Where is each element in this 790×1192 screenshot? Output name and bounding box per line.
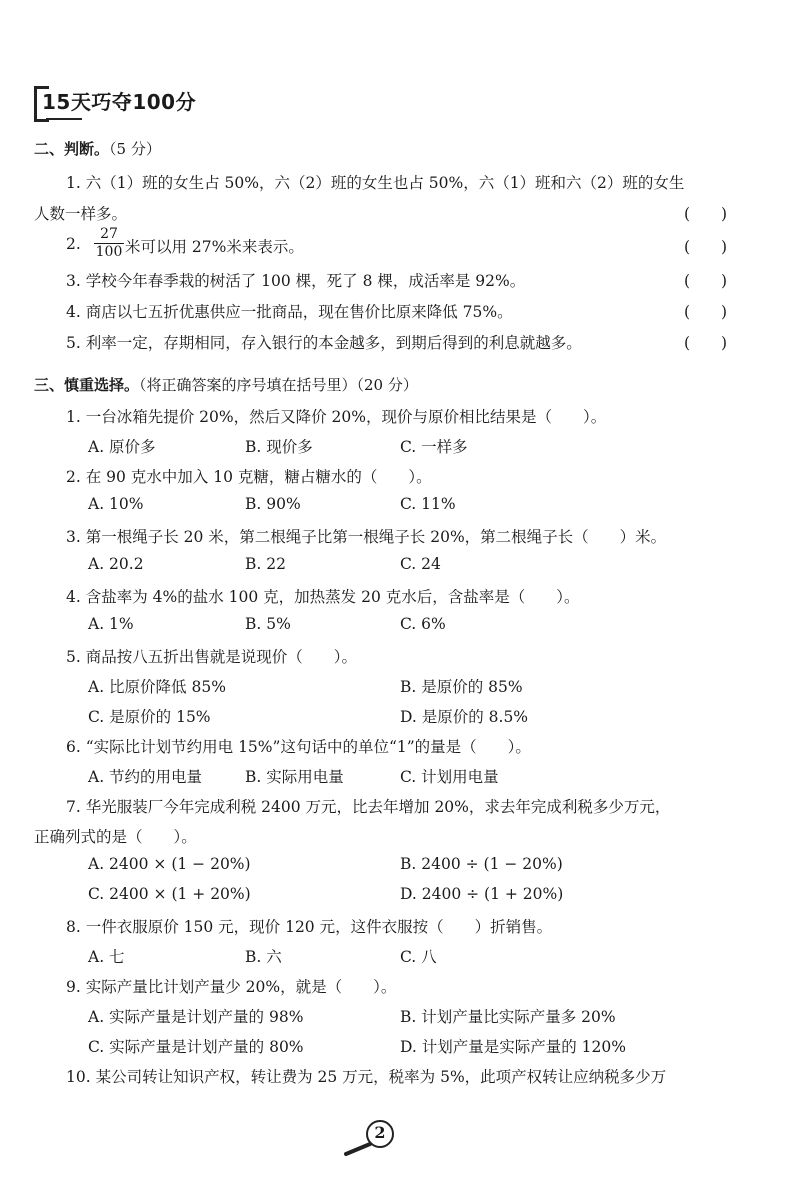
- judgment-answer-box-5[interactable]: ( ): [684, 334, 728, 352]
- q7-option-c[interactable]: C. 2400 × (1 + 20%): [88, 885, 251, 903]
- judgment-heading: [34, 138, 161, 159]
- q4-option-a[interactable]: A. 1%: [88, 615, 134, 633]
- q4-option-c[interactable]: C. 6%: [400, 615, 446, 633]
- q3-option-b[interactable]: B. 22: [245, 555, 286, 573]
- q6-option-a[interactable]: A. 节约的用电量: [88, 768, 203, 786]
- q9-option-d[interactable]: D. 计划产量是实际产量的 120%: [400, 1038, 626, 1056]
- q8-option-a[interactable]: A. 七: [88, 948, 125, 966]
- fraction-denominator: 100: [95, 244, 123, 260]
- fraction-27-100: [94, 226, 124, 261]
- judgment-answer-box-4[interactable]: ( ): [684, 303, 728, 321]
- choice-question-7-line1: 7. 华光服装厂今年完成利税 2400 万元，比去年增加 20%，求去年完成利税多少万元，: [66, 798, 671, 816]
- choice-question-6: 6. “实际比计划节约用电 15%”这句话中的单位“1”的量是（ ）。: [66, 738, 531, 756]
- choice-question-4: 4. 含盐率为 4%的盐水 100 克，加热蒸发 20 克水后，含盐率是（ ）。: [66, 588, 580, 606]
- q3-option-c[interactable]: C. 24: [400, 555, 441, 573]
- logo-underline: [46, 118, 82, 120]
- book-logo: [34, 82, 214, 122]
- judgment-item-5: 5. 利率一定，存期相同，存入银行的本金越多，到期后得到的利息就越多。: [66, 334, 582, 352]
- q2-option-c[interactable]: C. 11%: [400, 495, 456, 513]
- q6-option-b[interactable]: B. 实际用电量: [245, 768, 344, 786]
- judgment-item-2-text: 米可以用 27%米来表示。: [125, 238, 304, 256]
- q5-option-b[interactable]: B. 是原价的 85%: [400, 678, 523, 696]
- judgment-answer-box-3[interactable]: ( ): [684, 272, 728, 290]
- judgment-item-3: 3. 学校今年春季栽的树活了 100 棵，死了 8 棵，成活率是 92%。: [66, 272, 526, 290]
- q9-option-a[interactable]: A. 实际产量是计划产量的 98%: [88, 1008, 304, 1026]
- q9-option-b[interactable]: B. 计划产量比实际产量多 20%: [400, 1008, 616, 1026]
- judgment-item-2-number: 2.: [66, 235, 81, 253]
- choice-question-2: 2. 在 90 克水中加入 10 克糖，糖占糖水的（ ）。: [66, 468, 432, 486]
- q5-option-d[interactable]: D. 是原价的 8.5%: [400, 708, 529, 726]
- q1-option-b[interactable]: B. 现价多: [245, 438, 313, 456]
- q8-option-c[interactable]: C. 八: [400, 948, 437, 966]
- q2-option-b[interactable]: B. 90%: [245, 495, 301, 513]
- choice-note: （将正确答案的序号填在括号里）（20 分）: [139, 376, 418, 394]
- q8-option-b[interactable]: B. 六: [245, 948, 282, 966]
- q4-option-b[interactable]: B. 5%: [245, 615, 291, 633]
- q7-option-d[interactable]: D. 2400 ÷ (1 + 20%): [400, 885, 564, 903]
- fraction-numerator: 27: [94, 226, 124, 244]
- choice-heading: [34, 374, 418, 395]
- judgment-answer-box-1[interactable]: ( ): [684, 205, 728, 223]
- q5-option-c[interactable]: C. 是原价的 15%: [88, 708, 211, 726]
- logo-text: 15天巧夺100分: [42, 90, 197, 114]
- page-footer: [340, 1118, 400, 1158]
- judgment-score: （5 分）: [109, 140, 161, 158]
- q7-option-a[interactable]: A. 2400 × (1 − 20%): [88, 855, 251, 873]
- q1-option-c[interactable]: C. 一样多: [400, 438, 468, 456]
- q7-option-b[interactable]: B. 2400 ÷ (1 − 20%): [400, 855, 563, 873]
- choice-question-1: 1. 一台冰箱先提价 20%，然后又降价 20%，现价与原价相比结果是（ ）。: [66, 408, 607, 426]
- q5-option-a[interactable]: A. 比原价降低 85%: [88, 678, 226, 696]
- judgment-answer-box-2[interactable]: ( ): [684, 238, 728, 256]
- judgment-item-4: 4. 商店以七五折优惠供应一批商品，现在售价比原来降低 75%。: [66, 303, 513, 321]
- choice-question-10: 10. 某公司转让知识产权，转让费为 25 万元，税率为 5%，此项产权转让应纳税多少万: [66, 1068, 667, 1086]
- q2-option-a[interactable]: A. 10%: [88, 495, 144, 513]
- choice-question-9: 9. 实际产量比计划产量少 20%，就是（ ）。: [66, 978, 397, 996]
- choice-question-3: 3. 第一根绳子长 20 米，第二根绳子比第一根绳子长 20%，第二根绳子长（ ）米。: [66, 528, 667, 546]
- judgment-title: 二、判断。: [34, 140, 110, 158]
- choice-question-5: 5. 商品按八五折出售就是说现价（ ）。: [66, 648, 357, 666]
- q3-option-a[interactable]: A. 20.2: [88, 555, 144, 573]
- page-number: 2: [374, 1123, 386, 1142]
- choice-question-8: 8. 一件衣服原价 150 元，现价 120 元，这件衣服按（ ）折销售。: [66, 918, 553, 936]
- judgment-item-1-line1: 1. 六（1）班的女生占 50%，六（2）班的女生也占 50%，六（1）班和六（2）班的女生: [66, 174, 685, 192]
- q6-option-c[interactable]: C. 计划用电量: [400, 768, 499, 786]
- judgment-item-1-line2: 人数一样多。: [34, 205, 128, 223]
- choice-question-7-line2: 正确列式的是（ ）。: [34, 828, 197, 846]
- q1-option-a[interactable]: A. 原价多: [88, 438, 156, 456]
- q9-option-c[interactable]: C. 实际产量是计划产量的 80%: [88, 1038, 304, 1056]
- choice-title: 三、慎重选择。: [34, 376, 140, 394]
